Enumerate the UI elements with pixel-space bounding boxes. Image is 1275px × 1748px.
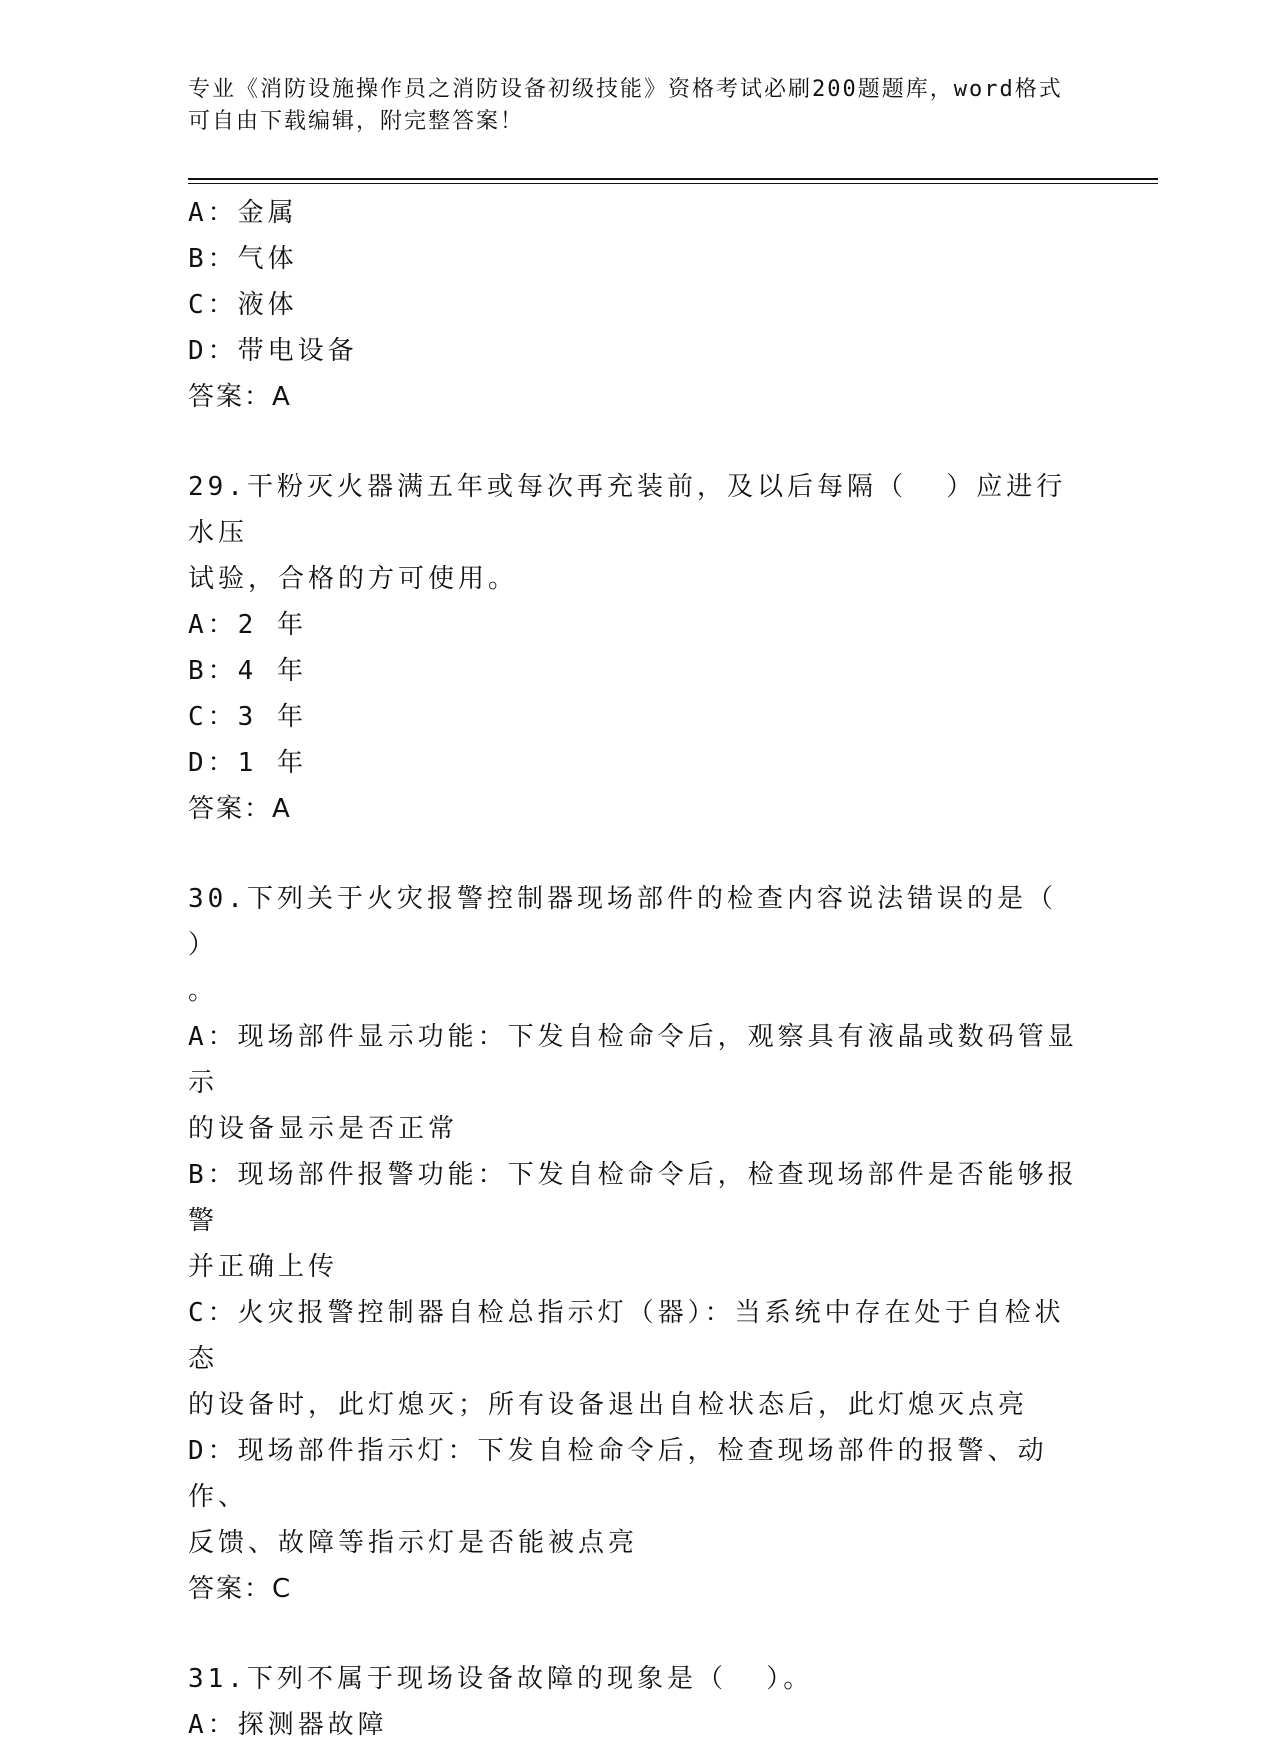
option-c-cont: 的设备时，此灯熄灭；所有设备退出自检状态后，此灯熄灭点亮 [188, 1390, 1029, 1420]
option-b: B：现场部件报警功能：下发自检命令后，检查现场部件是否能够报警 [188, 1160, 1078, 1236]
document-header [188, 74, 1158, 138]
option-d: D：带电设备 [188, 336, 358, 366]
option-d: D：现场部件指示灯：下发自检命令后，检查现场部件的报警、动作、 [188, 1436, 1048, 1512]
question-30 [188, 876, 1097, 1612]
option-b: B：气体 [188, 244, 298, 274]
question-stem: 29.干粉灭火器满五年或每次再充装前，及以后每隔（ ）应进行水压 [188, 472, 1067, 548]
question-list [188, 190, 1097, 1748]
question-stem: 31.下列不属于现场设备故障的现象是（ ）。 [188, 1664, 814, 1694]
header-divider-thick [188, 178, 1158, 180]
question-stem-cont: 试验，合格的方可使用。 [188, 564, 519, 594]
question-31 [188, 1656, 1088, 1748]
document-title: 专业《消防设施操作员之消防设备初级技能》资格考试必刷200题题库，word格式可自由下载编辑，附完整答案！ [188, 77, 1063, 134]
answer: 答案：A [188, 794, 292, 824]
option-b: B：4 年 [188, 656, 307, 686]
option-d-cont: 反馈、故障等指示灯是否能被点亮 [188, 1528, 639, 1558]
option-a-cont: 的设备显示是否正常 [188, 1114, 459, 1144]
option-d: D：1 年 [188, 748, 307, 778]
answer: 答案：A [188, 382, 292, 412]
question-28-tail [188, 190, 1088, 420]
answer: 答案：C [188, 1574, 293, 1604]
option-c: C：液体 [188, 290, 298, 320]
option-a: A：现场部件显示功能：下发自检命令后，观察具有液晶或数码管显示 [188, 1022, 1078, 1098]
option-c: C：火灾报警控制器自检总指示灯（器）：当系统中存在处于自检状态 [188, 1298, 1065, 1374]
option-a: A：2 年 [188, 610, 307, 640]
option-a: A：探测器故障 [188, 1710, 388, 1740]
question-stem: 30.下列关于火灾报警控制器现场部件的检查内容说法错误的是（ ） [188, 884, 1097, 960]
question-29 [188, 464, 1088, 832]
option-c: C：3 年 [188, 702, 307, 732]
question-stem-cont: 。 [188, 976, 219, 1006]
option-a: A：金属 [188, 198, 298, 228]
option-b-cont: 并正确上传 [188, 1252, 339, 1282]
header-divider-thin [188, 183, 1158, 184]
